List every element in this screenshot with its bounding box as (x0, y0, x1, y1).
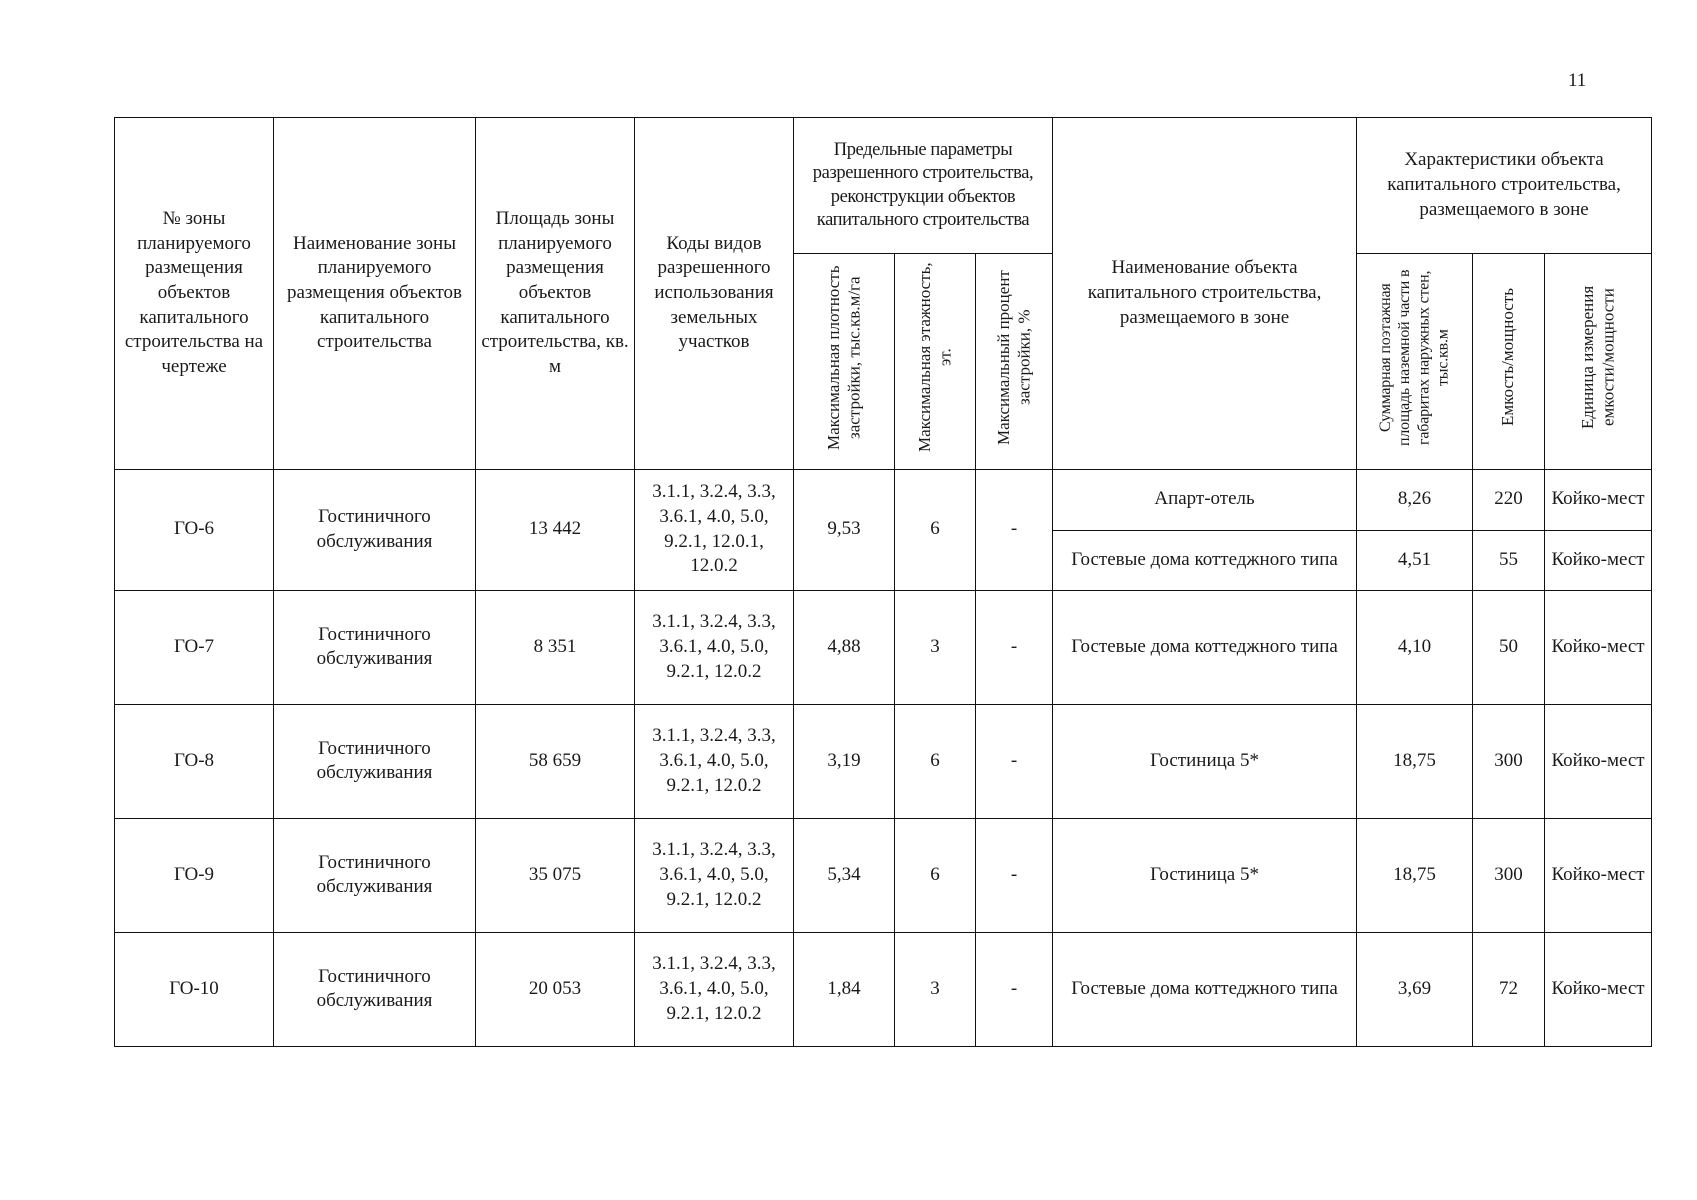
max-density-cell: 9,53 (794, 469, 895, 590)
table-row (115, 590, 1652, 704)
zone-area-cell: 13 442 (476, 469, 635, 590)
unit-cell: Койко-мест (1545, 590, 1652, 704)
zone-name-cell: Гостиничного обслуживания (274, 932, 476, 1046)
unit-cell: Койко-мест (1545, 704, 1652, 818)
total-area-cell: 18,75 (1357, 704, 1473, 818)
max-percent-cell: - (976, 932, 1053, 1046)
zone-id-cell: ГО-9 (115, 818, 274, 932)
zones-table (114, 117, 1652, 1047)
header-object-group: Характеристики объекта капитального строительства, размещаемого в зоне (1357, 118, 1652, 254)
use-codes-cell: 3.1.1, 3.2.4, 3.3, 3.6.1, 4.0, 5.0, 9.2.1, 12.0.2 (635, 704, 794, 818)
object-name-cell: Гостевые дома коттеджного типа (1053, 530, 1357, 590)
header-object-name: Наименование объекта капитального строительства, размещаемого в зоне (1053, 118, 1357, 470)
table-row (115, 704, 1652, 818)
table-header (115, 118, 1652, 470)
zone-name-cell: Гостиничного обслуживания (274, 704, 476, 818)
unit-cell: Койко-мест (1545, 932, 1652, 1046)
use-codes-cell: 3.1.1, 3.2.4, 3.3, 3.6.1, 4.0, 5.0, 9.2.1, 12.0.1, 12.0.2 (635, 469, 794, 590)
page-number: 11 (1568, 70, 1587, 91)
zone-area-cell: 58 659 (476, 704, 635, 818)
object-name-cell: Гостевые дома коттеджного типа (1053, 590, 1357, 704)
max-percent-cell: - (976, 590, 1053, 704)
capacity-cell: 55 (1473, 530, 1545, 590)
total-area-cell: 3,69 (1357, 932, 1473, 1046)
max-density-cell: 5,34 (794, 818, 895, 932)
max-percent-cell: - (976, 818, 1053, 932)
max-floors-cell: 6 (895, 818, 976, 932)
header-zone-no: № зоны планируемого размещения объектов капитального строительства на чертеже (115, 118, 274, 470)
header-zone-name: Наименование зоны планируемого размещения объектов капитального строительства (274, 118, 476, 470)
table-row (115, 932, 1652, 1046)
max-percent-cell: - (976, 704, 1053, 818)
max-percent-cell: - (976, 469, 1053, 590)
zone-id-cell: ГО-10 (115, 932, 274, 1046)
zone-area-cell: 8 351 (476, 590, 635, 704)
object-name-cell: Гостиница 5* (1053, 818, 1357, 932)
use-codes-cell: 3.1.1, 3.2.4, 3.3, 3.6.1, 4.0, 5.0, 9.2.1, 12.0.2 (635, 590, 794, 704)
object-name-cell: Апарт-отель (1053, 469, 1357, 530)
zone-area-cell: 35 075 (476, 818, 635, 932)
max-floors-cell: 6 (895, 469, 976, 590)
unit-cell: Койко-мест (1545, 530, 1652, 590)
header-max-density: Максимальная плотность застройки, тыс.кв.м/га (794, 254, 895, 470)
table-row (115, 818, 1652, 932)
header-unit: Единица измерения емкости/мощности (1545, 254, 1652, 470)
zone-id-cell: ГО-6 (115, 469, 274, 590)
header-total-area: Суммарная поэтажная площадь наземной части в габаритах наружных стен, тыс.кв.м (1357, 254, 1473, 470)
total-area-cell: 8,26 (1357, 469, 1473, 530)
total-area-cell: 4,51 (1357, 530, 1473, 590)
object-name-cell: Гостевые дома коттеджного типа (1053, 932, 1357, 1046)
total-area-cell: 18,75 (1357, 818, 1473, 932)
zone-name-cell: Гостиничного обслуживания (274, 469, 476, 590)
zone-area-cell: 20 053 (476, 932, 635, 1046)
capacity-cell: 300 (1473, 704, 1545, 818)
max-floors-cell: 3 (895, 590, 976, 704)
header-max-floors: Максимальная этажность, эт. (895, 254, 976, 470)
total-area-cell: 4,10 (1357, 590, 1473, 704)
max-density-cell: 1,84 (794, 932, 895, 1046)
capacity-cell: 300 (1473, 818, 1545, 932)
object-name-cell: Гостиница 5* (1053, 704, 1357, 818)
zone-name-cell: Гостиничного обслуживания (274, 590, 476, 704)
header-capacity: Емкость/мощность (1473, 254, 1545, 470)
unit-cell: Койко-мест (1545, 818, 1652, 932)
zone-name-cell: Гостиничного обслуживания (274, 818, 476, 932)
header-use-codes: Коды видов разрешенного использования земельных участков (635, 118, 794, 470)
header-limits-group: Предельные параметры разрешенного строительства, реконструкции объектов капитального строительства (794, 118, 1053, 254)
max-floors-cell: 3 (895, 932, 976, 1046)
capacity-cell: 220 (1473, 469, 1545, 530)
capacity-cell: 50 (1473, 590, 1545, 704)
max-density-cell: 4,88 (794, 590, 895, 704)
use-codes-cell: 3.1.1, 3.2.4, 3.3, 3.6.1, 4.0, 5.0, 9.2.1, 12.0.2 (635, 818, 794, 932)
max-density-cell: 3,19 (794, 704, 895, 818)
table-body (115, 469, 1652, 1046)
use-codes-cell: 3.1.1, 3.2.4, 3.3, 3.6.1, 4.0, 5.0, 9.2.1, 12.0.2 (635, 932, 794, 1046)
max-floors-cell: 6 (895, 704, 976, 818)
capacity-cell: 72 (1473, 932, 1545, 1046)
table-row (115, 469, 1652, 530)
unit-cell: Койко-мест (1545, 469, 1652, 530)
header-zone-area: Площадь зоны планируемого размещения объектов капитального строительства, кв. м (476, 118, 635, 470)
zone-id-cell: ГО-7 (115, 590, 274, 704)
header-max-percent: Максимальный процент застройки, % (976, 254, 1053, 470)
zone-id-cell: ГО-8 (115, 704, 274, 818)
